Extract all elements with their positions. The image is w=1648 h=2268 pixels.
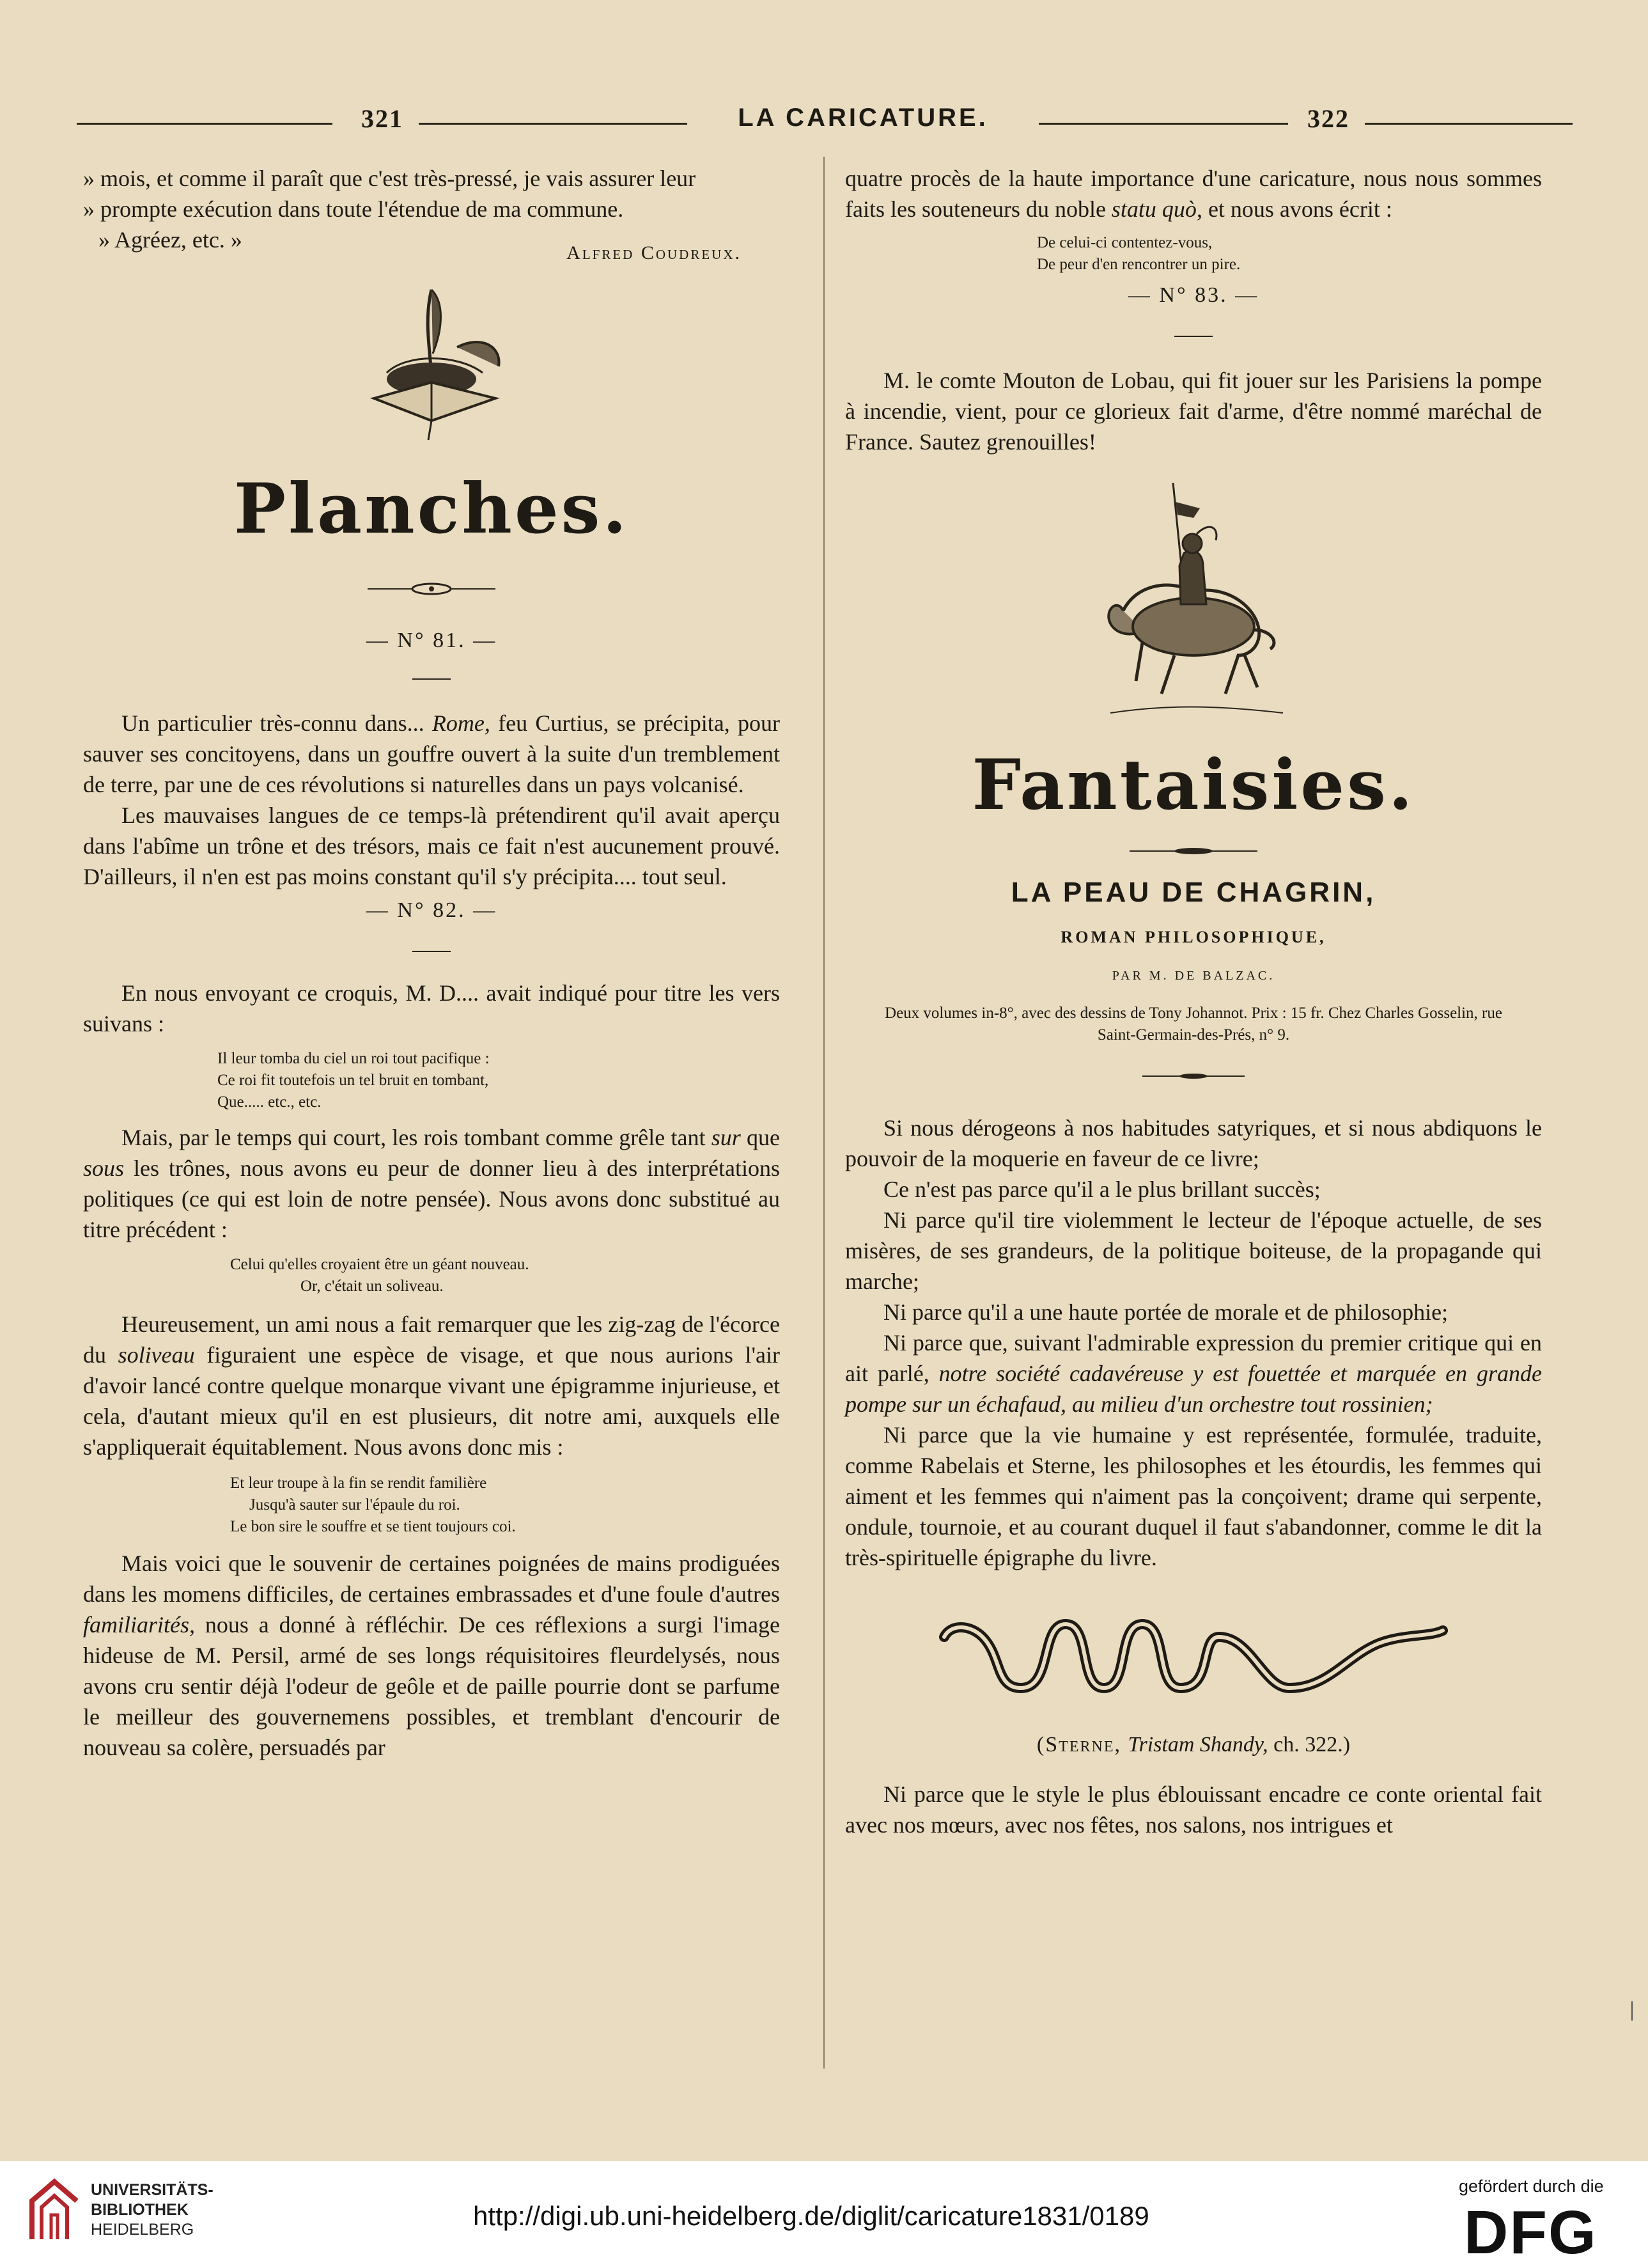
book-subtitle: ROMAN PHILOSOPHIQUE, xyxy=(1061,928,1326,946)
column-divider xyxy=(823,157,825,2069)
page-edge-mark xyxy=(1631,2001,1633,2021)
permalink-url[interactable]: http://digi.ub.uni-heidelberg.de/diglit/caricature1831/0189 xyxy=(473,2201,1149,2231)
plate-number-81: — N° 81. — xyxy=(366,629,497,652)
short-rule xyxy=(412,951,451,952)
plate-number-83: — N° 83. — xyxy=(1128,283,1259,307)
journal-title: LA CARICATURE. xyxy=(738,104,988,132)
verse-quote: Il leur tomba du ciel un roi tout pacifique : Ce roi fit toutefois un tel bruit en tombant, Que..... etc., etc. xyxy=(217,1050,490,1111)
paragraph: Ni parce que la vie humaine y est représentée, formulée, traduite, comme Rabelais et Sterne, les philosophes et les étourdis, les femmes qui aiment et les femmes qui n'aiment pas la conçoivent; drame qui serpente, ondule, tournoie, et au courant duquel il faut s'abandonner, comme le dit la très-spirituelle épigraphe du livre. xyxy=(845,1422,1542,1570)
decorative-rule xyxy=(1142,1072,1245,1081)
paragraph: Si nous dérogeons à nos habitudes satyriques, et si nous abdiquons le pouvoir de la moquerie en faveur de ce livre; xyxy=(845,1115,1542,1171)
paragraph: Heureusement, un ami nous a fait remarquer que les zig-zag de l'écorce du soliveau figuraient une espèce de visage, et que nous aurions l'air d'avoir lancé contre quelque monarque vivant une épigramme injurieuse, et cela, d'autant mieux qu'il en est plusieurs, dit notre ami, auxquels elle s'appliquerait équitablement. Nous avons donc mis : xyxy=(83,1311,780,1460)
paragraph: Ni parce qu'il tire violemment le lecteur de l'époque actuelle, de ses misères, de ses grandeurs, de la politique boiteuse, de la propagande qui marche; xyxy=(845,1207,1542,1294)
dfg-logo: DFG xyxy=(1464,2198,1597,2267)
paragraph: » Agréez, etc. » xyxy=(98,227,242,253)
serpentine-squiggle-illustration xyxy=(931,1599,1456,1714)
vignette-quill-book-illustration xyxy=(336,277,527,443)
illustration-caption: (Sterne, Tristam Shandy, ch. 322.) xyxy=(1036,1733,1351,1756)
short-rule xyxy=(1174,336,1213,337)
paragraph: En nous envoyant ce croquis, M. D.... avait indiqué pour titre les vers suivans : xyxy=(83,980,780,1036)
header-rule xyxy=(77,123,332,125)
verse-quote: Celui qu'elles croyaient être un géant nouveau. Or, c'était un soliveau. xyxy=(230,1256,529,1295)
verse-quote: Et leur troupe à la fin se rendit familière Jusqu'à sauter sur l'épaule du roi. Le bon sire le souffre et se tient toujours coi. xyxy=(230,1474,516,1535)
university-library-logo-icon xyxy=(26,2175,83,2246)
paragraph: » prompte exécution dans toute l'étendue de ma commune. xyxy=(83,196,624,222)
paragraph: Ni parce que, suivant l'admirable expression du premier critique qui en ait parlé, notre société cadavéreuse y est fouettée et marquée en grande pompe sur un échafaud, au milieu d'un orchestre tout rossinien; xyxy=(845,1330,1542,1417)
paragraph: Mais, par le temps qui court, les rois tombant comme grêle tant sur que sous les trônes, nous avons eu peur de donner lieu à des interprétations politiques (ce qui est loin de notre pensée). Nous avons donc substitué au titre précédent : xyxy=(83,1125,780,1242)
knight-on-horse-illustration xyxy=(1098,483,1289,732)
header-rule xyxy=(1365,123,1573,125)
decorative-rule xyxy=(368,581,495,597)
paragraph: Ni parce qu'il a une haute portée de morale et de philosophie; xyxy=(883,1299,1449,1325)
paragraph: Ce n'est pas parce qu'il a le plus brillant succès; xyxy=(883,1177,1321,1202)
paragraph: M. le comte Mouton de Lobau, qui fit jouer sur les Parisiens la pompe à incendie, vient, pour ce glorieux fait d'arme, d'être nommé maréchal de France. Sautez grenouilles! xyxy=(845,368,1542,455)
page-number-left: 321 xyxy=(361,104,403,133)
running-header xyxy=(77,104,1573,142)
section-title-fantaisies: Fantaisies. xyxy=(972,745,1415,825)
paragraph: quatre procès de la haute importance d'une caricature, nous nous sommes faits les souteneurs du noble statu quò, et nous avons écrit : xyxy=(845,166,1542,222)
book-title: LA PEAU DE CHAGRIN, xyxy=(1011,877,1376,908)
book-publication-info: Deux volumes in-8°, avec des dessins de Tony Johannot. Prix : 15 fr. Chez Charles Gosselin, rue Saint-Germain-des-Prés, n° 9. xyxy=(885,1005,1502,1044)
paragraph: Un particulier très-connu dans... Rome, feu Curtius, se précipita, pour sauver ses concitoyens, dans un gouffre ouvert à la suite d'un tremblement de terre, par une de ces révolutions si naturelles dans un pays volcanisé. xyxy=(83,710,780,797)
header-rule xyxy=(1039,123,1288,125)
plate-number-82: — N° 82. — xyxy=(366,898,497,922)
paragraph: Les mauvaises langues de ce temps-là prétendirent qu'il avait aperçu dans l'abîme un trône et des trésors, mais ce fait n'est aucunement prouvé. D'ailleurs, il n'en est pas moins constant qu'il s'y précipita.... tout seul. xyxy=(83,802,780,889)
paragraph: Mais voici que le souvenir de certaines poignées de mains prodiguées dans les momens difficiles, de certaines embrassades et d'une foule d'autres familiarités, nous a donné à réfléchir. De ces réflexions a surgi l'image hideuse de M. Persil, armé de ses longs réquisitoires fleurdelysés, nous avons cru sentir déjà l'odeur de geôle et de paille pourrie dont se parfume le meilleur des gouvernemens possibles, et tremblant d'encourir de nouveau sa colère, persuadés par xyxy=(83,1551,780,1760)
section-title-planches: Planches. xyxy=(233,469,630,549)
book-author: PAR M. DE BALZAC. xyxy=(1112,969,1275,983)
verse-quote: De celui-ci contentez-vous, De peur d'en rencontrer un pire. xyxy=(1037,234,1241,273)
decorative-rule xyxy=(1130,845,1257,857)
signature: Alfred Coudreux. xyxy=(566,242,742,263)
paragraph: Ni parce que le style le plus éblouissant encadre ce conte oriental fait avec nos mœurs, avec nos fêtes, nos salons, nos intrigues et xyxy=(845,1781,1542,1838)
funding-label: gefördert durch die xyxy=(1459,2177,1604,2196)
header-rule xyxy=(419,123,687,125)
left-column xyxy=(83,163,780,1763)
right-column xyxy=(845,163,1542,1840)
university-library-name: UNIVERSITÄTS- BIBLIOTHEK HEIDELBERG xyxy=(91,2181,214,2239)
page-number-right: 322 xyxy=(1307,104,1349,133)
digitization-footer xyxy=(0,2161,1648,2268)
short-rule xyxy=(412,678,451,680)
paragraph: » mois, et comme il paraît que c'est très-pressé, je vais assurer leur xyxy=(83,166,696,191)
